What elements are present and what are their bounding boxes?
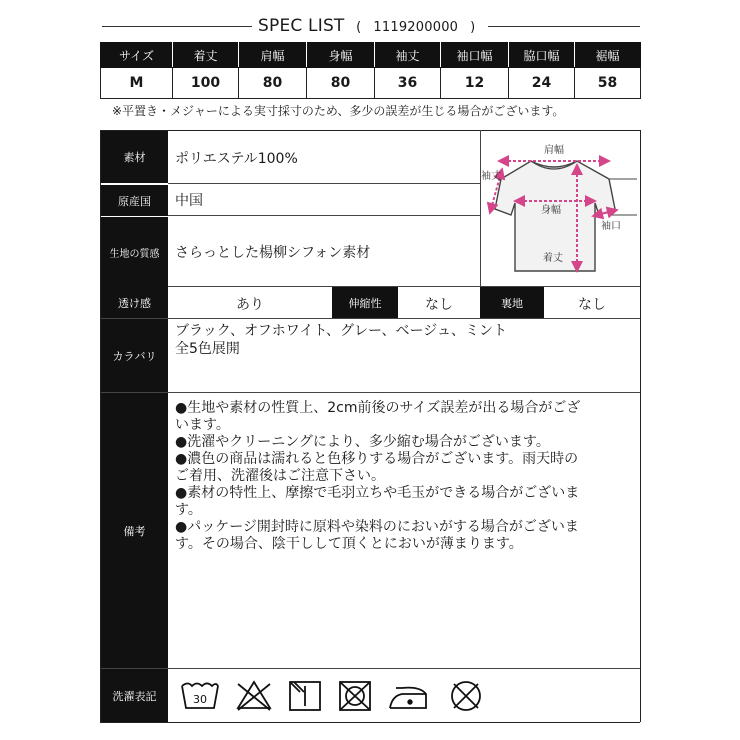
size-value-cell: 100 xyxy=(173,68,239,99)
row-divider xyxy=(100,392,640,393)
no-bleach-icon xyxy=(238,682,270,710)
no-tumble-dry-icon xyxy=(340,682,370,710)
body-width-label: 身幅 xyxy=(541,205,561,216)
row-divider xyxy=(168,183,480,184)
lining-value: なし xyxy=(578,297,606,313)
spec-bottom-border xyxy=(100,722,640,723)
color-value xyxy=(175,322,507,358)
care-label: 洗濯表記 xyxy=(101,669,168,722)
line-dry-shade-icon xyxy=(290,682,320,710)
remarks-line: す。その場合、陰干しして頂くとにおいが薄まります。 xyxy=(175,536,523,552)
sheer-label: 透け感 xyxy=(101,287,168,318)
remarks-line: います。 xyxy=(175,417,230,433)
low-iron-icon xyxy=(390,688,426,708)
stretch-label: 伸縮性 xyxy=(332,287,398,318)
row-divider xyxy=(100,668,640,669)
lining-label: 裏地 xyxy=(480,287,544,318)
row-divider xyxy=(168,215,480,216)
sheer-value: あり xyxy=(236,297,264,313)
remarks-label: 備考 xyxy=(101,393,168,668)
product-code-open: ( xyxy=(356,20,362,35)
garment-diagram xyxy=(481,131,639,286)
size-value-cell: 58 xyxy=(575,68,641,99)
size-value-cell: 80 xyxy=(307,68,375,99)
size-header-cell: 袖丈 xyxy=(375,43,441,68)
remarks-line: ●濃色の商品は濡れると色移りする場合がございます。雨天時の xyxy=(175,451,579,467)
color-count: 全5色展開 xyxy=(175,341,240,357)
stretch-value: なし xyxy=(425,297,453,313)
measurement-note: ※平置き・メジャーによる実寸採寸のため、多少の誤差が生じる場合がございます。 xyxy=(112,104,565,118)
wash-temp: 30 xyxy=(193,693,207,706)
sleeve-length-label: 袖丈 xyxy=(481,171,501,182)
size-header-cell: 裾幅 xyxy=(575,43,641,68)
remarks-line: ●素材の特性上、摩擦で毛羽立ちや毛玉ができる場合がございま xyxy=(175,485,580,501)
size-table-header-row xyxy=(101,43,641,68)
wash-30-icon xyxy=(182,684,218,709)
size-header-cell: 肩幅 xyxy=(239,43,307,68)
size-value-cell: 36 xyxy=(375,68,441,99)
length-label: 着丈 xyxy=(543,253,563,264)
size-table-row xyxy=(101,68,641,99)
header-rule-left xyxy=(102,26,252,27)
remarks-line: す。 xyxy=(175,502,202,518)
size-header-cell: サイズ xyxy=(101,43,173,68)
size-header-cell: 脇口幅 xyxy=(509,43,575,68)
shoulder-label: 肩幅 xyxy=(544,145,564,156)
texture-label: 生地の質感 xyxy=(101,216,168,287)
size-value-cell: 12 xyxy=(441,68,509,99)
material-label: 素材 xyxy=(101,131,168,183)
origin-value: 中国 xyxy=(175,193,203,209)
page-title: SPEC LIST ( 1119200000 ) xyxy=(258,16,476,36)
no-dry-clean-icon xyxy=(452,682,480,710)
size-header-cell: 着丈 xyxy=(173,43,239,68)
care-symbols xyxy=(180,678,500,714)
product-code-close: ) xyxy=(470,20,476,35)
texture-value: さらっとした楊柳シフォン素材 xyxy=(175,245,371,261)
product-code: 1119200000 xyxy=(373,20,459,35)
size-header-cell: 袖口幅 xyxy=(441,43,509,68)
remarks-list xyxy=(175,400,580,553)
remarks-line: ●生地や素材の性質上、2cm前後のサイズ誤差が出る場合がござ xyxy=(175,400,581,416)
cuff-label: 袖口 xyxy=(601,221,621,232)
size-header-cell: 身幅 xyxy=(307,43,375,68)
material-value: ポリエステル100% xyxy=(175,151,298,167)
size-value-cell: M xyxy=(101,68,173,99)
size-value-cell: 24 xyxy=(509,68,575,99)
color-label: カラバリ xyxy=(101,319,168,392)
color-list: ブラック、オフホワイト、グレー、ベージュ、ミント xyxy=(175,323,507,339)
header-rule-right xyxy=(488,26,640,27)
remarks-line: ●洗濯やクリーニングにより、多少縮む場合がございます。 xyxy=(175,434,550,450)
size-value-cell: 80 xyxy=(239,68,307,99)
row-divider xyxy=(100,318,640,319)
origin-label: 原産国 xyxy=(101,184,168,216)
size-table xyxy=(100,42,641,99)
remarks-line: ●パッケージ開封時に原料や染料のにおいがする場合がございま xyxy=(175,519,579,535)
remarks-line: ご着用、洗濯後はご注意下さい。 xyxy=(175,468,385,484)
spec-right-border xyxy=(640,130,641,722)
